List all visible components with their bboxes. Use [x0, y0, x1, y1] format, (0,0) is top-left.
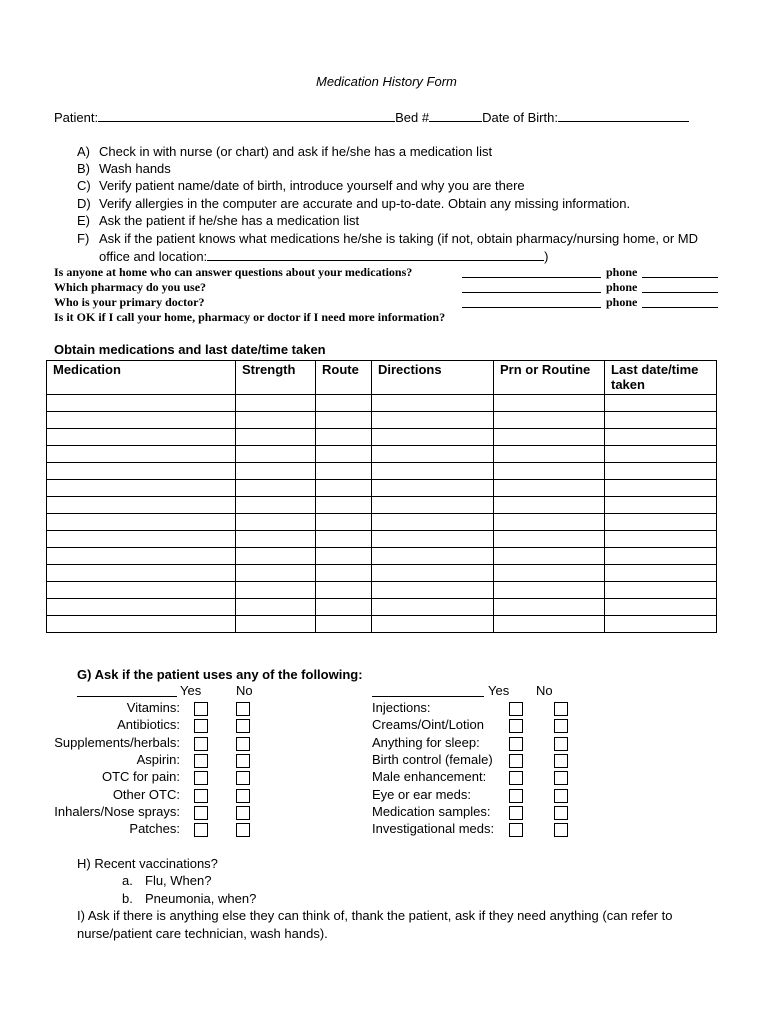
col-last-date-time: Last date/time taken	[605, 361, 717, 395]
right-item-label: Birth control (female)	[372, 752, 493, 767]
left-yes-checkbox[interactable]	[194, 719, 208, 733]
table-row	[47, 395, 717, 412]
table-row	[47, 599, 717, 616]
left-yes-checkbox[interactable]	[194, 806, 208, 820]
right-item-label: Eye or ear meds:	[372, 787, 471, 802]
table-cell[interactable]	[47, 616, 236, 633]
table-row	[47, 497, 717, 514]
right-item-label: Anything for sleep:	[372, 735, 480, 750]
contact-home-field[interactable]	[462, 277, 601, 278]
table-cell[interactable]	[236, 412, 316, 429]
left-no-checkbox[interactable]	[236, 737, 250, 751]
contact-home-phone-field[interactable]	[642, 277, 718, 278]
left-item-label: Aspirin:	[136, 752, 180, 767]
right-item-label: Male enhancement:	[372, 769, 487, 784]
section-i-line2: nurse/patient care technician, wash hands).	[77, 926, 328, 941]
patient-header	[54, 109, 689, 125]
left-no-checkbox[interactable]	[236, 754, 250, 768]
bed-field[interactable]	[429, 109, 482, 122]
table-cell[interactable]	[494, 531, 605, 548]
table-cell[interactable]	[47, 582, 236, 599]
table-cell[interactable]	[316, 429, 372, 446]
table-cell[interactable]	[47, 395, 236, 412]
contact-pharmacy-phone-label: phone	[606, 280, 638, 294]
table-cell[interactable]	[316, 480, 372, 497]
table-cell[interactable]	[605, 497, 717, 514]
left-yes-checkbox[interactable]	[194, 823, 208, 837]
right-header-rule	[372, 696, 484, 697]
table-cell[interactable]	[236, 582, 316, 599]
table-cell[interactable]	[236, 514, 316, 531]
right-yes-checkbox[interactable]	[509, 754, 523, 768]
office-location-close: )	[544, 249, 549, 264]
table-cell[interactable]	[372, 463, 494, 480]
table-cell[interactable]	[47, 446, 236, 463]
table-cell[interactable]	[316, 599, 372, 616]
table-cell[interactable]	[605, 616, 717, 633]
table-cell[interactable]	[316, 565, 372, 582]
patient-label: Patient:	[54, 110, 99, 125]
step-e-marker: E)	[77, 213, 90, 228]
table-cell[interactable]	[605, 395, 717, 412]
medication-table-header	[47, 361, 717, 395]
dob-field[interactable]	[558, 109, 689, 122]
contact-doctor-phone-field[interactable]	[642, 307, 718, 308]
right-no-checkbox[interactable]	[554, 719, 568, 733]
table-row	[47, 582, 717, 599]
table-cell[interactable]	[372, 599, 494, 616]
right-no-checkbox[interactable]	[554, 754, 568, 768]
step-c-marker: C)	[77, 178, 91, 193]
table-cell[interactable]	[605, 565, 717, 582]
col-medication: Medication	[47, 361, 236, 395]
table-row	[47, 514, 717, 531]
table-cell[interactable]	[372, 429, 494, 446]
table-cell[interactable]	[316, 616, 372, 633]
office-location-field[interactable]	[207, 248, 544, 261]
step-c-text: Verify patient name/date of birth, introduce yourself and why you are there	[99, 178, 525, 193]
table-cell[interactable]	[605, 446, 717, 463]
table-cell[interactable]	[605, 463, 717, 480]
table-cell[interactable]	[236, 497, 316, 514]
right-yes-checkbox[interactable]	[509, 737, 523, 751]
table-cell[interactable]	[47, 463, 236, 480]
table-row	[47, 565, 717, 582]
section-g-title: G) Ask if the patient uses any of the following:	[77, 667, 363, 682]
contact-question-pharmacy: Which pharmacy do you use?	[54, 280, 207, 294]
table-cell[interactable]	[494, 497, 605, 514]
table-cell[interactable]	[372, 582, 494, 599]
left-no-checkbox[interactable]	[236, 789, 250, 803]
table-cell[interactable]	[316, 446, 372, 463]
left-item-label: Patches:	[129, 821, 180, 836]
table-cell[interactable]	[236, 531, 316, 548]
left-header-rule	[77, 696, 177, 697]
step-b-text: Wash hands	[99, 161, 171, 176]
right-yes-checkbox[interactable]	[509, 702, 523, 716]
col-route: Route	[316, 361, 372, 395]
step-d-marker: D)	[77, 196, 91, 211]
table-cell[interactable]	[494, 548, 605, 565]
table-cell[interactable]	[494, 599, 605, 616]
right-yes-checkbox[interactable]	[509, 719, 523, 733]
table-row	[47, 446, 717, 463]
table-cell[interactable]	[494, 395, 605, 412]
right-no-checkbox[interactable]	[554, 789, 568, 803]
right-yes-checkbox[interactable]	[509, 789, 523, 803]
table-cell[interactable]	[372, 446, 494, 463]
table-row	[47, 548, 717, 565]
table-row	[47, 531, 717, 548]
left-item-label: Inhalers/Nose sprays:	[54, 804, 180, 819]
table-cell[interactable]	[316, 531, 372, 548]
table-cell[interactable]	[494, 565, 605, 582]
right-no-checkbox[interactable]	[554, 806, 568, 820]
medication-table	[46, 360, 717, 633]
table-cell[interactable]	[605, 582, 717, 599]
left-yes-checkbox[interactable]	[194, 754, 208, 768]
table-cell[interactable]	[316, 412, 372, 429]
table-cell[interactable]	[316, 582, 372, 599]
contact-doctor-phone-label: phone	[606, 295, 638, 309]
step-a-marker: A)	[77, 144, 90, 159]
left-item-label: Other OTC:	[112, 787, 180, 802]
table-cell[interactable]	[372, 548, 494, 565]
left-no-checkbox[interactable]	[236, 702, 250, 716]
section-h-title: H) Recent vaccinations?	[77, 856, 218, 871]
bed-label: Bed #	[395, 110, 430, 125]
table-cell[interactable]	[605, 599, 717, 616]
table-row	[47, 480, 717, 497]
left-no-label: No	[236, 683, 253, 698]
table-cell[interactable]	[47, 429, 236, 446]
table-cell[interactable]	[316, 514, 372, 531]
col-strength: Strength	[236, 361, 316, 395]
section-i-line1: I) Ask if there is anything else they can think of, thank the patient, ask if they need anything (can refer to	[77, 908, 673, 923]
table-cell[interactable]	[47, 497, 236, 514]
contact-home-phone-label: phone	[606, 265, 638, 279]
table-cell[interactable]	[372, 514, 494, 531]
table-cell[interactable]	[316, 497, 372, 514]
right-item-label: Investigational meds:	[372, 821, 495, 836]
table-cell[interactable]	[236, 463, 316, 480]
left-yes-checkbox[interactable]	[194, 771, 208, 785]
contact-question-home: Is anyone at home who can answer questions about your medications?	[54, 265, 413, 279]
right-no-checkbox[interactable]	[554, 823, 568, 837]
dob-label: Date of Birth:	[482, 110, 558, 125]
table-row	[47, 463, 717, 480]
right-yes-checkbox[interactable]	[509, 771, 523, 785]
right-item-label: Medication samples:	[372, 804, 491, 819]
table-cell[interactable]	[47, 565, 236, 582]
table-cell[interactable]	[605, 480, 717, 497]
contact-pharmacy-field[interactable]	[462, 292, 601, 293]
right-no-checkbox[interactable]	[554, 771, 568, 785]
table-cell[interactable]	[372, 616, 494, 633]
right-yes-label: Yes	[488, 683, 510, 698]
table-cell[interactable]	[47, 514, 236, 531]
left-yes-checkbox[interactable]	[194, 702, 208, 716]
table-cell[interactable]	[47, 531, 236, 548]
table-cell[interactable]	[494, 446, 605, 463]
table-cell[interactable]	[47, 480, 236, 497]
step-f-text: Ask if the patient knows what medications he/she is taking (if not, obtain pharmacy/nursing home, or MD	[99, 231, 699, 246]
table-cell[interactable]	[372, 395, 494, 412]
table-cell[interactable]	[372, 480, 494, 497]
step-a-text: Check in with nurse (or chart) and ask if he/she has a medication list	[99, 144, 493, 159]
table-cell[interactable]	[605, 548, 717, 565]
right-yes-checkbox[interactable]	[509, 806, 523, 820]
step-f-continuation	[99, 248, 549, 264]
table-cell[interactable]	[47, 548, 236, 565]
table-row	[47, 429, 717, 446]
left-yes-label: Yes	[180, 683, 202, 698]
table-cell[interactable]	[316, 395, 372, 412]
table-cell[interactable]	[494, 480, 605, 497]
step-d-text: Verify allergies in the computer are accurate and up-to-date. Obtain any missing information.	[99, 196, 631, 211]
table-cell[interactable]	[236, 565, 316, 582]
patient-field[interactable]	[98, 109, 395, 122]
right-item-label: Creams/Oint/Lotion	[372, 717, 484, 732]
left-no-checkbox[interactable]	[236, 771, 250, 785]
left-no-checkbox[interactable]	[236, 823, 250, 837]
form-title: Medication History Form	[316, 74, 457, 89]
step-b-marker: B)	[77, 161, 90, 176]
col-prn-routine: Prn or Routine	[494, 361, 605, 395]
right-yes-checkbox[interactable]	[509, 823, 523, 837]
table-cell[interactable]	[236, 548, 316, 565]
vaccine-flu: Flu, When?	[145, 873, 212, 888]
table-cell[interactable]	[236, 599, 316, 616]
table-cell[interactable]	[236, 446, 316, 463]
left-no-checkbox[interactable]	[236, 719, 250, 733]
table-cell[interactable]	[494, 616, 605, 633]
table-cell[interactable]	[236, 616, 316, 633]
table-cell[interactable]	[372, 531, 494, 548]
office-location-label: office and location:	[99, 249, 208, 264]
table-cell[interactable]	[47, 412, 236, 429]
left-item-label: Antibiotics:	[117, 717, 180, 732]
table-cell[interactable]	[494, 582, 605, 599]
step-e-text: Ask the patient if he/she has a medication list	[99, 213, 360, 228]
table-cell[interactable]	[316, 548, 372, 565]
left-item-label: Vitamins:	[126, 700, 180, 715]
table-cell[interactable]	[494, 412, 605, 429]
table-cell[interactable]	[605, 531, 717, 548]
table-cell[interactable]	[494, 463, 605, 480]
table-cell[interactable]	[605, 514, 717, 531]
contact-question-doctor: Who is your primary doctor?	[54, 295, 205, 309]
table-cell[interactable]	[236, 429, 316, 446]
right-item-label: Injections:	[372, 700, 431, 715]
contact-pharmacy-phone-field[interactable]	[642, 292, 718, 293]
table-cell[interactable]	[494, 514, 605, 531]
table-cell[interactable]	[494, 429, 605, 446]
contact-doctor-field[interactable]	[462, 307, 601, 308]
table-cell[interactable]	[236, 395, 316, 412]
table-row	[47, 616, 717, 633]
left-item-label: OTC for pain:	[101, 769, 180, 784]
med-section-title: Obtain medications and last date/time taken	[54, 342, 326, 357]
step-f-marker: F)	[77, 231, 90, 246]
vaccine-pneumonia: Pneumonia, when?	[145, 891, 257, 906]
right-no-checkbox[interactable]	[554, 702, 568, 716]
table-cell[interactable]	[605, 429, 717, 446]
table-cell[interactable]	[372, 412, 494, 429]
right-no-label: No	[536, 683, 553, 698]
table-cell[interactable]	[372, 565, 494, 582]
table-cell[interactable]	[372, 497, 494, 514]
vaccine-flu-marker: a.	[122, 873, 133, 888]
table-row	[47, 412, 717, 429]
left-no-checkbox[interactable]	[236, 806, 250, 820]
table-cell[interactable]	[316, 463, 372, 480]
left-item-label: Supplements/herbals:	[54, 735, 180, 750]
permission-question: Is it OK if I call your home, pharmacy or doctor if I need more information?	[54, 310, 446, 324]
col-directions: Directions	[372, 361, 494, 395]
right-no-checkbox[interactable]	[554, 737, 568, 751]
left-yes-checkbox[interactable]	[194, 737, 208, 751]
vaccine-pneumonia-marker: b.	[122, 891, 133, 906]
table-cell[interactable]	[236, 480, 316, 497]
left-yes-checkbox[interactable]	[194, 789, 208, 803]
table-cell[interactable]	[605, 412, 717, 429]
table-cell[interactable]	[47, 599, 236, 616]
